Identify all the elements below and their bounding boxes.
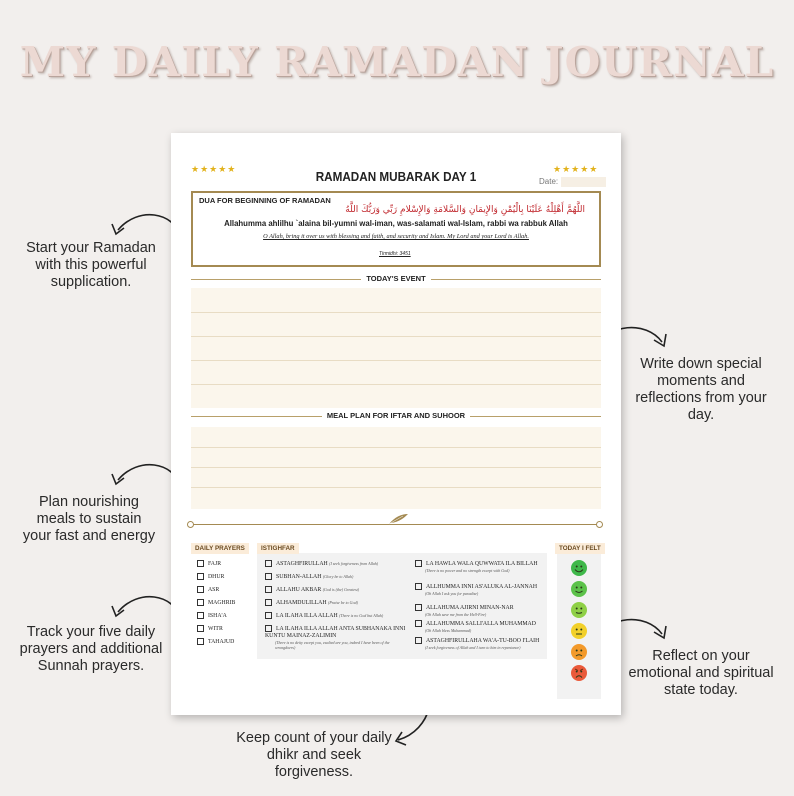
rating-stars: ★★★★★ [191,164,237,174]
istighfar-note: (Oh Allah bless Muhammad) [425,627,472,633]
istighfar-text: ALLAHUMA AJIRNI MINAN-NAR [426,604,514,611]
prayer-item[interactable] [197,599,235,606]
dua-heading: DUA FOR BEGINNING OF RAMADAN [199,196,331,205]
istighfar-item[interactable] [415,620,541,633]
dua-translation: O Allah, bring it over us with blessing and faith, and security and Islam. My Lord and your Lord is Allah. [263,233,529,240]
sad-face-icon[interactable] [571,644,587,660]
istighfar-note: (God is (the) Greatest) [322,586,360,592]
dua-source: Tirmidhi: 3451 [379,251,411,257]
istighfar-item[interactable] [415,604,541,617]
istighfar-note: (I seek forgiveness of Allah and I turn to him in repentance) [425,644,521,650]
day-title: RAMADAN MUBARAK DAY 1 [315,169,477,184]
date-label: Date: [539,177,559,186]
prayer-item[interactable] [197,638,234,645]
istighfar-item[interactable] [415,583,541,596]
caption-emotions: Reflect on your emotional and spiritual state today. [628,648,774,698]
prayer-label: MAGHRIB [208,599,236,606]
todays-event-area[interactable] [191,288,601,408]
istighfar-text: SUBHAN-ALLAH [276,573,322,580]
caption-prayers: Track your five daily prayers and additional Sunnah prayers. [19,624,163,674]
content-face-icon[interactable] [571,602,587,618]
happy-face-icon[interactable] [571,581,587,597]
dua-arabic: اللَّهُمَّ أَهْلِلْهُ عَلَيْنَا بِالْيُمْنِ وَالإِيمَانِ وَالسَّلامَةِ وَالإِسْلامِ رَبِّي وَرَبُّكَ اللَّهُ [345,205,585,215]
istighfar-text: ASTAGHFIRULLAHA WA'A-TU-BOO I'LAIH [426,637,540,644]
istighfar-note: (Glory be to Allah) [322,573,354,579]
prayer-label: FAJR [208,560,222,567]
istighfar-note: (Oh Allah I ask you for paradise) [425,590,479,596]
todays-event-heading [191,274,601,284]
istighfar-text: ALHAMDULILLAH [276,599,327,606]
today-i-felt-label: TODAY I FELT [555,543,605,554]
meal-plan-area[interactable] [191,427,601,509]
prayer-item[interactable] [197,586,219,593]
prayer-item[interactable] [197,625,223,632]
istighfar-note: (There is no power and no strength except with God) [425,567,510,573]
istighfar-text: LA ILAHA ILLA ALLAH ANTA SUBHANAKA INNI KUNTU MAINAZ-ZALIMIN [265,625,406,639]
prayer-label: ASR [208,586,220,593]
istighfar-item[interactable] [265,586,405,593]
caption-meals: Plan nourishing meals to sustain your fast and energy [22,494,156,544]
istighfar-text: ALLAHU AKBAR [276,586,322,593]
prayer-item[interactable] [197,560,221,567]
prayer-item[interactable] [197,573,224,580]
istighfar-note: (There is no God but Allah) [339,612,384,618]
istighfar-note: (There is no deity except you, exalted are you, indeed I have been of the wrongdoers) [275,639,390,650]
istighfar-note: (Oh Allah save me from the Hell-Fire) [425,611,487,617]
istighfar-text: LA ILAHA ILLA ALLAH [276,612,338,619]
section-label: TODAY'S EVENT [361,274,430,283]
istighfar-text: ALLAHUMMA SALLI'ALLA MUHAMMAD [426,620,536,627]
very-happy-face-icon[interactable] [571,560,587,576]
journal-page [171,133,621,715]
page-title: MY DAILY RAMADAN JOURNAL [19,38,775,86]
daily-prayers-label: DAILY PRAYERS [191,543,249,554]
date-field[interactable] [561,177,606,187]
istighfar-item[interactable] [265,625,407,650]
prayer-label: TAHAJUD [208,638,235,645]
feather-icon [387,513,409,525]
istighfar-text: ALLHUMMA INNI AS'ALUKA AL-JANNAH [426,583,538,590]
istighfar-text: ASTAGHFIRULLAH [276,560,328,567]
istighfar-item[interactable] [265,573,405,580]
caption-supplication: Start your Ramadan with this powerful supplication. [26,240,156,290]
istighfar-item[interactable] [265,612,405,619]
prayer-label: DHUR [208,573,225,580]
istighfar-note: (Praise be to God) [328,599,358,605]
istighfar-item[interactable] [265,560,405,567]
istighfar-note: (I seek forgiveness from Allah) [329,560,379,566]
prayer-label: WITR [208,625,223,632]
istighfar-label: ISTIGHFAR [257,543,299,554]
prayer-label: ISHA'A [208,612,227,619]
istighfar-item[interactable] [415,637,541,650]
angry-face-icon[interactable] [571,665,587,681]
dua-transliteration: Allahumma ahlilhu `alaina bil-yumni wal-iman, was-salamati wal-Islam, rabbi wa rabbuk Allah [224,219,568,228]
istighfar-item[interactable] [265,599,405,606]
prayer-item[interactable] [197,612,227,619]
caption-moments: Write down special moments and reflections from your day. [635,356,767,423]
caption-dhikr: Keep count of your daily dhikr and seek forgiveness. [236,730,392,780]
istighfar-item[interactable] [415,560,541,573]
dua-box [191,191,601,267]
rating-stars: ★★★★★ [553,164,599,174]
neutral-face-icon[interactable] [571,623,587,639]
meal-plan-heading [191,411,601,421]
section-label: MEAL PLAN FOR IFTAR AND SUHOOR [322,411,470,420]
istighfar-text: LA HAWLA WALA QUWWATA ILA BILLAH [426,560,538,567]
